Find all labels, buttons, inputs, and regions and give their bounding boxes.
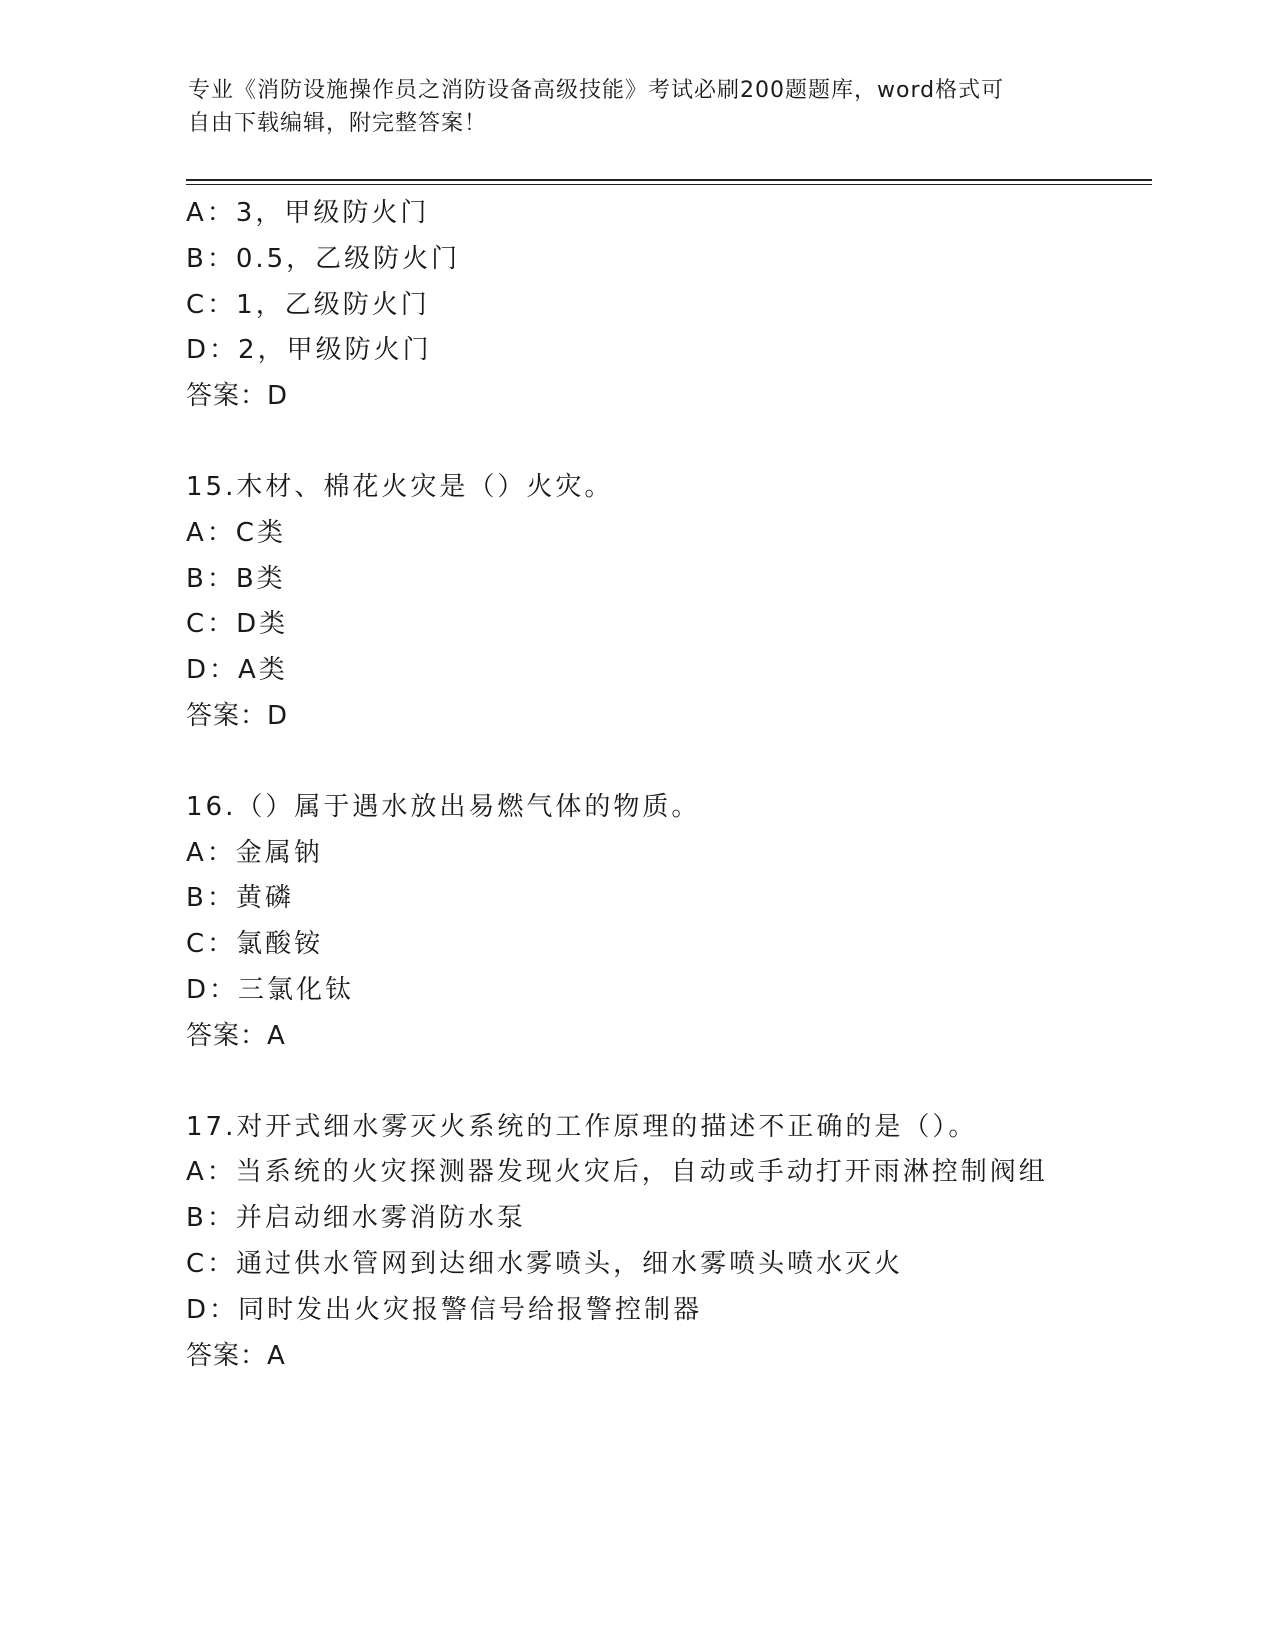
question-block-16 (186, 785, 1146, 1060)
option-c: C：氯酸铵 (186, 929, 324, 960)
answer: 答案：D (186, 700, 289, 731)
question-text: 15.木材、棉花火灾是（）火灾。 (186, 471, 614, 502)
document-header (188, 74, 1088, 140)
option-c: C：1，乙级防火门 (186, 289, 430, 320)
option-d: D：A类 (186, 655, 288, 686)
header-line-2: 自由下载编辑，附完整答案！ (188, 111, 488, 136)
header-divider-thick (186, 179, 1152, 181)
option-d: D：三氯化钛 (186, 974, 355, 1005)
answer: 答案：A (186, 1340, 286, 1371)
option-b: B：B类 (186, 563, 286, 594)
option-d: D：同时发出火灾报警信号给报警控制器 (186, 1294, 703, 1325)
header-divider-thin (186, 184, 1152, 185)
option-a: A：金属钠 (186, 837, 323, 868)
header-line-1: 专业《消防设施操作员之消防设备高级技能》考试必刷200题题库，word格式可 (188, 78, 1005, 103)
question-block-15 (186, 465, 1146, 740)
question-block-14 (186, 191, 1146, 420)
option-d: D：2，甲级防火门 (186, 335, 432, 366)
option-b: B：并启动细水雾消防水泵 (186, 1203, 526, 1234)
option-c: C：通过供水管网到达细水雾喷头，细水雾喷头喷水灭火 (186, 1248, 904, 1279)
option-a: A：C类 (186, 517, 286, 548)
answer: 答案：A (186, 1020, 286, 1051)
option-b: B：黄磷 (186, 883, 294, 914)
option-a: A：3，甲级防火门 (186, 198, 430, 228)
option-a: A：当系统的火灾探测器发现火灾后，自动或手动打开雨淋控制阀组 (186, 1157, 1048, 1188)
option-c: C：D类 (186, 609, 289, 640)
question-list (186, 191, 1146, 1379)
question-text: 16.（）属于遇水放出易燃气体的物质。 (186, 791, 701, 822)
question-block-17 (186, 1105, 1146, 1380)
question-text: 17.对开式细水雾灭火系统的工作原理的描述不正确的是（）。 (186, 1111, 978, 1142)
answer: 答案：D (186, 381, 289, 412)
option-b: B：0.5，乙级防火门 (186, 243, 461, 274)
